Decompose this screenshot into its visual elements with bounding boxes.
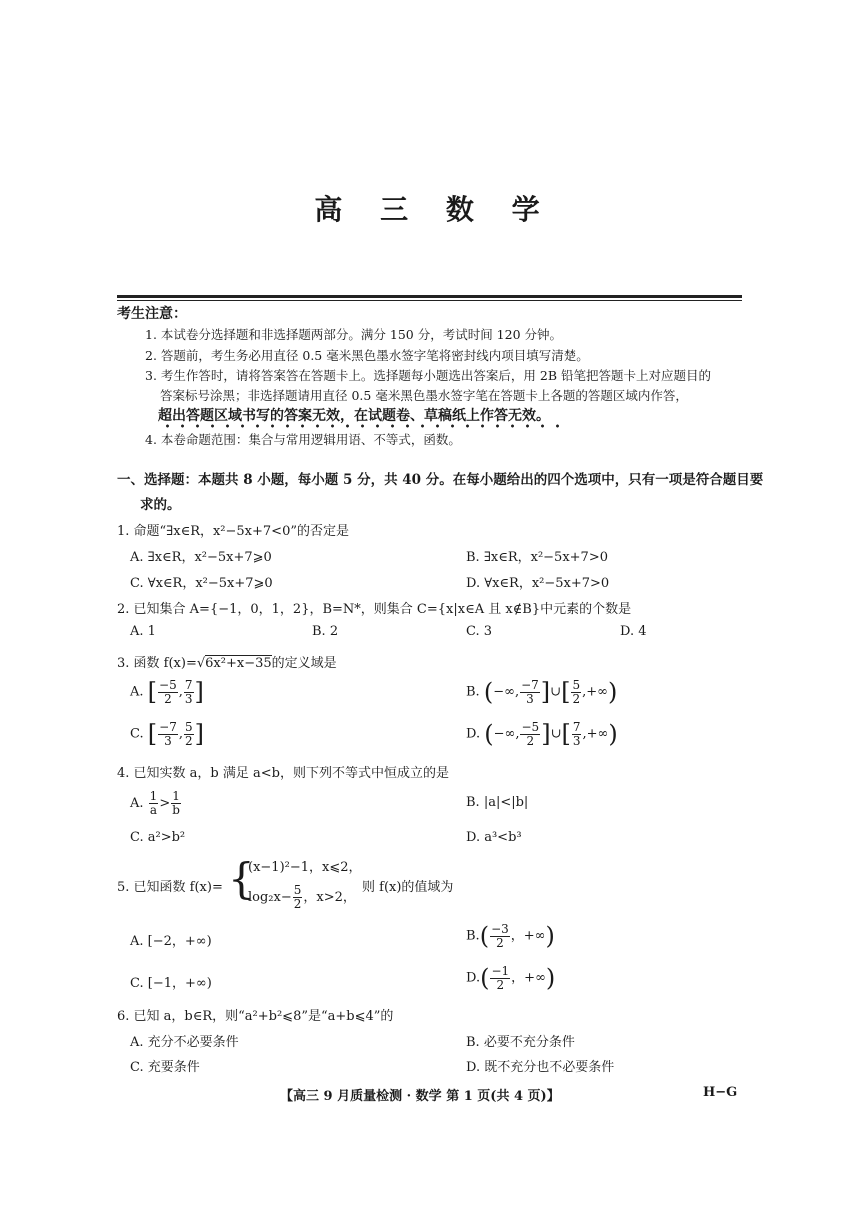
header-rule-thin [117, 300, 742, 301]
q4-option-b: B. |a|<|b| [466, 795, 529, 810]
q4-option-d: D. a³<b³ [466, 830, 522, 845]
q2-option-a: A. 1 [130, 624, 156, 639]
q4-option-c: C. a²>b² [130, 830, 186, 845]
notice-item-3: 3. 考生作答时，请将答案答在答题卡上。选择题每小题选出答案后，用 2B 铅笔把答题卡上对应题目的 [145, 368, 711, 383]
emphasis-dots [160, 424, 560, 428]
q3-option-a: A. [ $\frac{-5}{2}$ , $\frac{7}{3}$ ] [130, 677, 204, 706]
q6-option-c: C. 充要条件 [130, 1060, 200, 1075]
q1-option-a: A. ∃x∈R，x²−5x+7⩾0 [130, 550, 272, 565]
paper-code: H−G [703, 1085, 738, 1100]
q5-case-1: (x−1)²−1，x⩽2， [248, 860, 362, 875]
q5-case-2: log₂x− $\frac{5}{2}$ ，x>2， [248, 883, 356, 911]
q1-stem: 1. 命题“∃x∈R，x²−5x+7<0”的否定是 [117, 524, 349, 539]
q3-option-b: B. (−∞, $\frac{-7}{3}$ ]∪[ $\frac{5}{2}$ ,+∞) [466, 677, 618, 706]
q6-stem: 6. 已知 a，b∈R，则“a²+b²⩽8”是“a+b⩽4”的 [117, 1009, 394, 1024]
q5-option-a: A. [−2，+∞) [130, 934, 212, 949]
q1-option-b: B. ∃x∈R，x²−5x+7>0 [466, 550, 608, 565]
notice-item-2: 2. 答题前，考生务必用直径 0.5 毫米黑色墨水签字笔将密封线内项目填写清楚。 [145, 348, 589, 363]
q5-option-b: B.( $\frac{-3}{2}$ ，+∞) [466, 921, 555, 950]
q5-stem-post: 则 f(x)的值域为 [362, 880, 454, 895]
page-footer: 【高三 9 月质量检测 · 数学 第 1 页(共 4 页)】 [280, 1089, 560, 1104]
notice-item-3-emphasis: 超出答题区域书写的答案无效，在试题卷、草稿纸上作答无效。 [158, 408, 550, 424]
q2-option-d: D. 4 [620, 624, 647, 639]
q1-option-c: C. ∀x∈R，x²−5x+7⩾0 [130, 576, 273, 591]
q5-brace: { [228, 854, 255, 903]
q3-option-d: D. (−∞, $\frac{-5}{2}$ ]∪[ $\frac{7}{3}$ ,+∞) [466, 719, 618, 748]
q4-stem: 4. 已知实数 a，b 满足 a<b，则下列不等式中恒成立的是 [117, 766, 449, 781]
q6-option-a: A. 充分不必要条件 [130, 1035, 239, 1050]
q3-option-c: C. [ $\frac{-7}{3}$ , $\frac{5}{2}$ ] [130, 719, 204, 748]
q4-option-a: A. $\frac{1}{a}$ > $\frac{1}{b}$ [130, 789, 180, 817]
q2-option-c: C. 3 [466, 624, 493, 639]
q5-option-d: D.( $\frac{-1}{2}$ ，+∞) [466, 963, 556, 992]
q2-option-b: B. 2 [312, 624, 339, 639]
notice-heading: 考生注意： [117, 306, 187, 322]
q6-option-b: B. 必要不充分条件 [466, 1035, 575, 1050]
q1-option-d: D. ∀x∈R，x²−5x+7>0 [466, 576, 610, 591]
q3-stem: 3. 函数 f(x)=√6x²+x−35的定义域是 [117, 656, 337, 671]
page-title: 高 三 数 学 [314, 193, 554, 226]
section-heading-cont: 求的。 [140, 497, 181, 513]
q2-stem: 2. 已知集合 A={−1，0，1，2}，B=N*，则集合 C={x|x∈A 且 x∉B}中元素的个数是 [117, 602, 632, 617]
section-heading: 一、选择题：本题共 8 小题，每小题 5 分，共 40 分。在每小题给出的四个选项中，只有一项是符合题目要 [117, 472, 764, 488]
header-rule [117, 295, 742, 298]
q6-option-d: D. 既不充分也不必要条件 [466, 1060, 615, 1075]
q5-option-c: C. [−1，+∞) [130, 976, 212, 991]
notice-item-4: 4. 本卷命题范围：集合与常用逻辑用语、不等式，函数。 [145, 432, 461, 447]
notice-item-3-cont: 答案标号涂黑；非选择题请用直径 0.5 毫米黑色墨水签字笔在答题卡上各题的答题区域内作答， [160, 388, 688, 403]
q5-stem-pre: 5. 已知函数 f(x)= [117, 880, 223, 895]
notice-item-1: 1. 本试卷分选择题和非选择题两部分。满分 150 分，考试时间 120 分钟。 [145, 327, 563, 342]
